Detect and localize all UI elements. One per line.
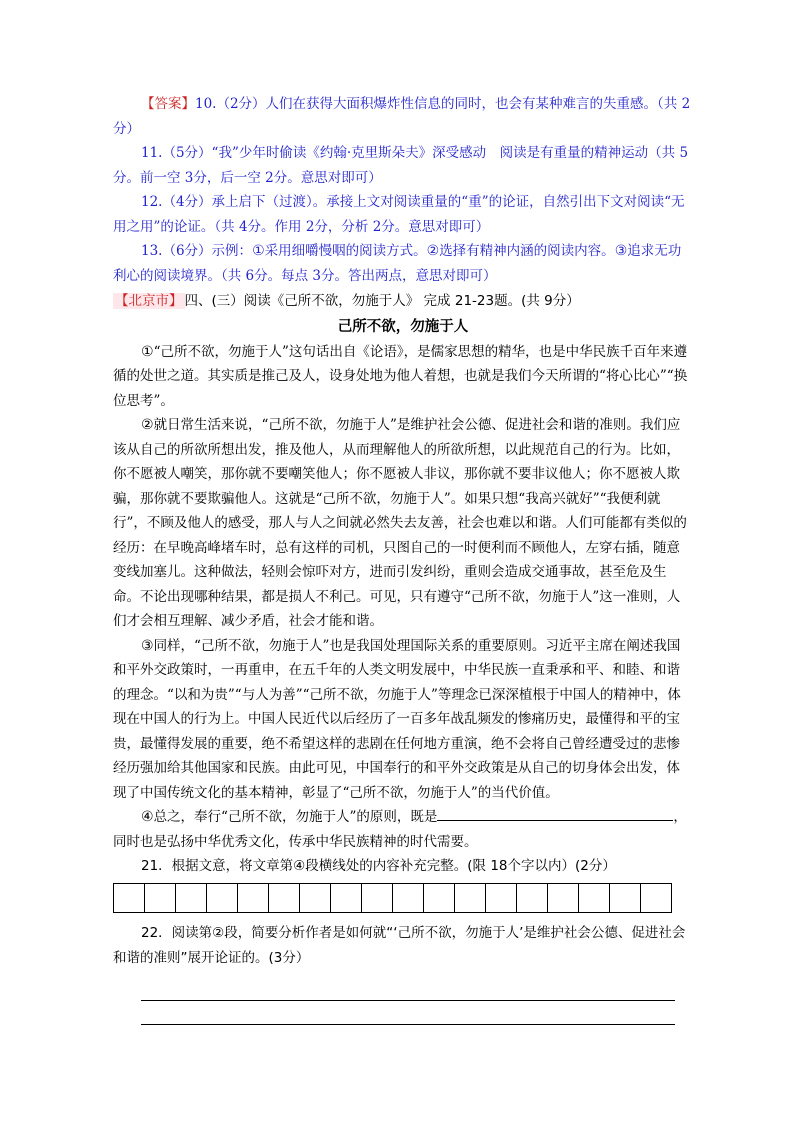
grid-cell[interactable] (145, 883, 176, 913)
region-tag: 【北京市】 (115, 293, 183, 309)
answer-12: 12.（4分）承上启下（过渡）。承接上文对阅读重量的“重”的论证，自然引出下文对阅读“无用之用”的论证。（共 4分。作用 2分，分析 2分。意思对即可） (113, 194, 685, 235)
grid-cell[interactable] (579, 883, 610, 913)
grid-cell[interactable] (641, 883, 672, 913)
paragraph-2 (113, 413, 693, 634)
grid-cell[interactable] (207, 883, 238, 913)
answer-11: 11.（5分）“我”少年时偷读《约翰·克里斯朵夫》深受感动 阅读是有重量的精神运动（共 5分。前一空 3分，后一空 2分。意思对即可） (113, 145, 689, 186)
para-3-marker: ③ (141, 637, 154, 654)
answer-line[interactable] (141, 977, 675, 1001)
grid-cell[interactable] (517, 883, 548, 913)
para-4-text-a: 总之，奉行“己所不欲，勿施于人”的原则，既是 (153, 809, 438, 825)
grid-cell[interactable] (393, 883, 424, 913)
answer-13 (113, 239, 693, 288)
answer-13-point-3: 追求无功利心的阅读境界。（共 6分。每点 3分。答出两点，意思对即可） (113, 243, 682, 284)
document-page (113, 92, 693, 1025)
para-4-text-b: 同时也是弘扬中华优秀文化，传承中华民族精神的时代需要。 (113, 833, 478, 850)
grid-cell[interactable] (300, 883, 331, 913)
answer-13-prefix: 13.（6分）示例： (141, 243, 253, 259)
section-heading-text: 四、(三）阅读《己所不欲，勿施于人》 完成 21-23题。(共 9分） (184, 293, 580, 309)
grid-cell[interactable] (610, 883, 641, 913)
para-3-text: 同样，“己所不欲，勿施于人”也是我国处理国际关系的重要原则。习近平主席在阐述我国和平外交政策时，一再重申，在五千年的人类文明发展中，中华民族一直秉承和平、和睦、和谐的理念。“以和为贵”“与人为善”“己所不欲，勿施于人”等理念已深深植根于中国人的精神中，体现在中国人的行为上。中国人民近代以后经历了一百多年战乱频发的惨痛历史，最懂得和平的宝贵，最懂得发展的重要，绝不希望这样的悲剧在任何地方重演，绝不会将自己曾经遭受过的悲惨经历强加给其他国家和民族。由此可见，中国奉行的和平外交政策是从自己的切身体会出发，体现了中国传统文化的基本精神，彰显了“己所不欲，勿施于人”的当代价值。 (113, 637, 681, 801)
grid-cell[interactable] (362, 883, 393, 913)
answer-13-point-1: 采用细嚼慢咽的阅读方式。 (264, 243, 427, 259)
grid-cell[interactable] (176, 883, 207, 913)
question-21: 21．根据文意，将文章第④段横线处的内容补充完整。(限 18个字以内）(2分） (141, 858, 616, 874)
grid-cell[interactable] (486, 883, 517, 913)
answer-grid[interactable] (113, 883, 692, 913)
answer-10 (113, 92, 693, 141)
article-title: 己所不欲，勿施于人 (337, 318, 469, 335)
grid-cell[interactable] (548, 883, 579, 913)
grid-cell[interactable] (269, 883, 300, 913)
answer-line[interactable] (141, 1001, 675, 1025)
para-2-text: 就日常生活来说，“己所不欲，勿施于人”是维护社会公德、促进社会和谐的准则。我们应该从自己的所欲所想出发，推及他人，从而理解他人的所欲所想，以此规范自己的行为。比如，你不愿被人嘲笑，那你就不要嘲笑他人；你不愿被人非议，那你就不要非议他人；你不愿被人欺骗，那你就不要欺骗他人。这就是“己所不欲，勿施于人”。如果只想“我高兴就好”“我便利就行”，不顾及他人的感受，那人与人之间就必然失去友善，社会也难以和谐。人们可能都有类似的经历：在早晚高峰堵车时，总有这样的司机，只图自己的一时便利而不顾他人，左穿右插，随意变线加塞儿。这种做法，轻则会惊吓对方，进而引发纠纷，重则会造成交通事故，甚至危及生命。不论出现哪种结果，都是损人不利己。可见，只有遵守“己所不欲，勿施于人”这一准则，人们才会相互理解、减少矛盾，社会才能和谐。 (113, 417, 687, 629)
grid-cell[interactable] (331, 883, 362, 913)
answer-10-text: 10.（2分）人们在获得大面积爆炸性信息的同时，也会有某种难言的失重感。（共 2分） (113, 96, 691, 137)
circle-3-marker: ③ (614, 243, 628, 259)
para-4-comma: ， (673, 809, 687, 825)
answer-13-point-2: 选择有精神内涵的阅读内容。 (439, 243, 615, 259)
grid-cell[interactable] (114, 883, 145, 913)
question-22: 22．阅读第②段，简要分析作者是如何就“‘己所不欲，勿施于人’是维护社会公德、促进社会和谐的准则”展开论证的。(3分） (113, 925, 686, 966)
para-1-text: “己所不欲，勿施于人”这句话出自《论语》，是儒家思想的精华，也是中华民族千百年来遵循的处世之道。其实质是推己及人，设身处地为他人着想，也就是我们今天所谓的“将心比心”“换位思考”。 (113, 343, 688, 409)
circle-2-marker: ② (426, 243, 440, 259)
answer-label: 【答案】 (141, 96, 195, 112)
paragraph-1 (113, 340, 693, 414)
grid-cell[interactable] (424, 883, 455, 913)
paragraph-4 (113, 805, 693, 854)
fill-in-blank[interactable] (437, 806, 673, 821)
grid-cell[interactable] (455, 883, 486, 913)
section-heading (113, 289, 693, 314)
para-4-marker: ④ (141, 809, 154, 825)
circle-1-marker: ① (252, 243, 265, 259)
para-2-marker: ② (141, 417, 154, 433)
paragraph-3 (113, 634, 693, 806)
grid-cell[interactable] (238, 883, 269, 913)
para-1-marker: ① (141, 343, 154, 360)
